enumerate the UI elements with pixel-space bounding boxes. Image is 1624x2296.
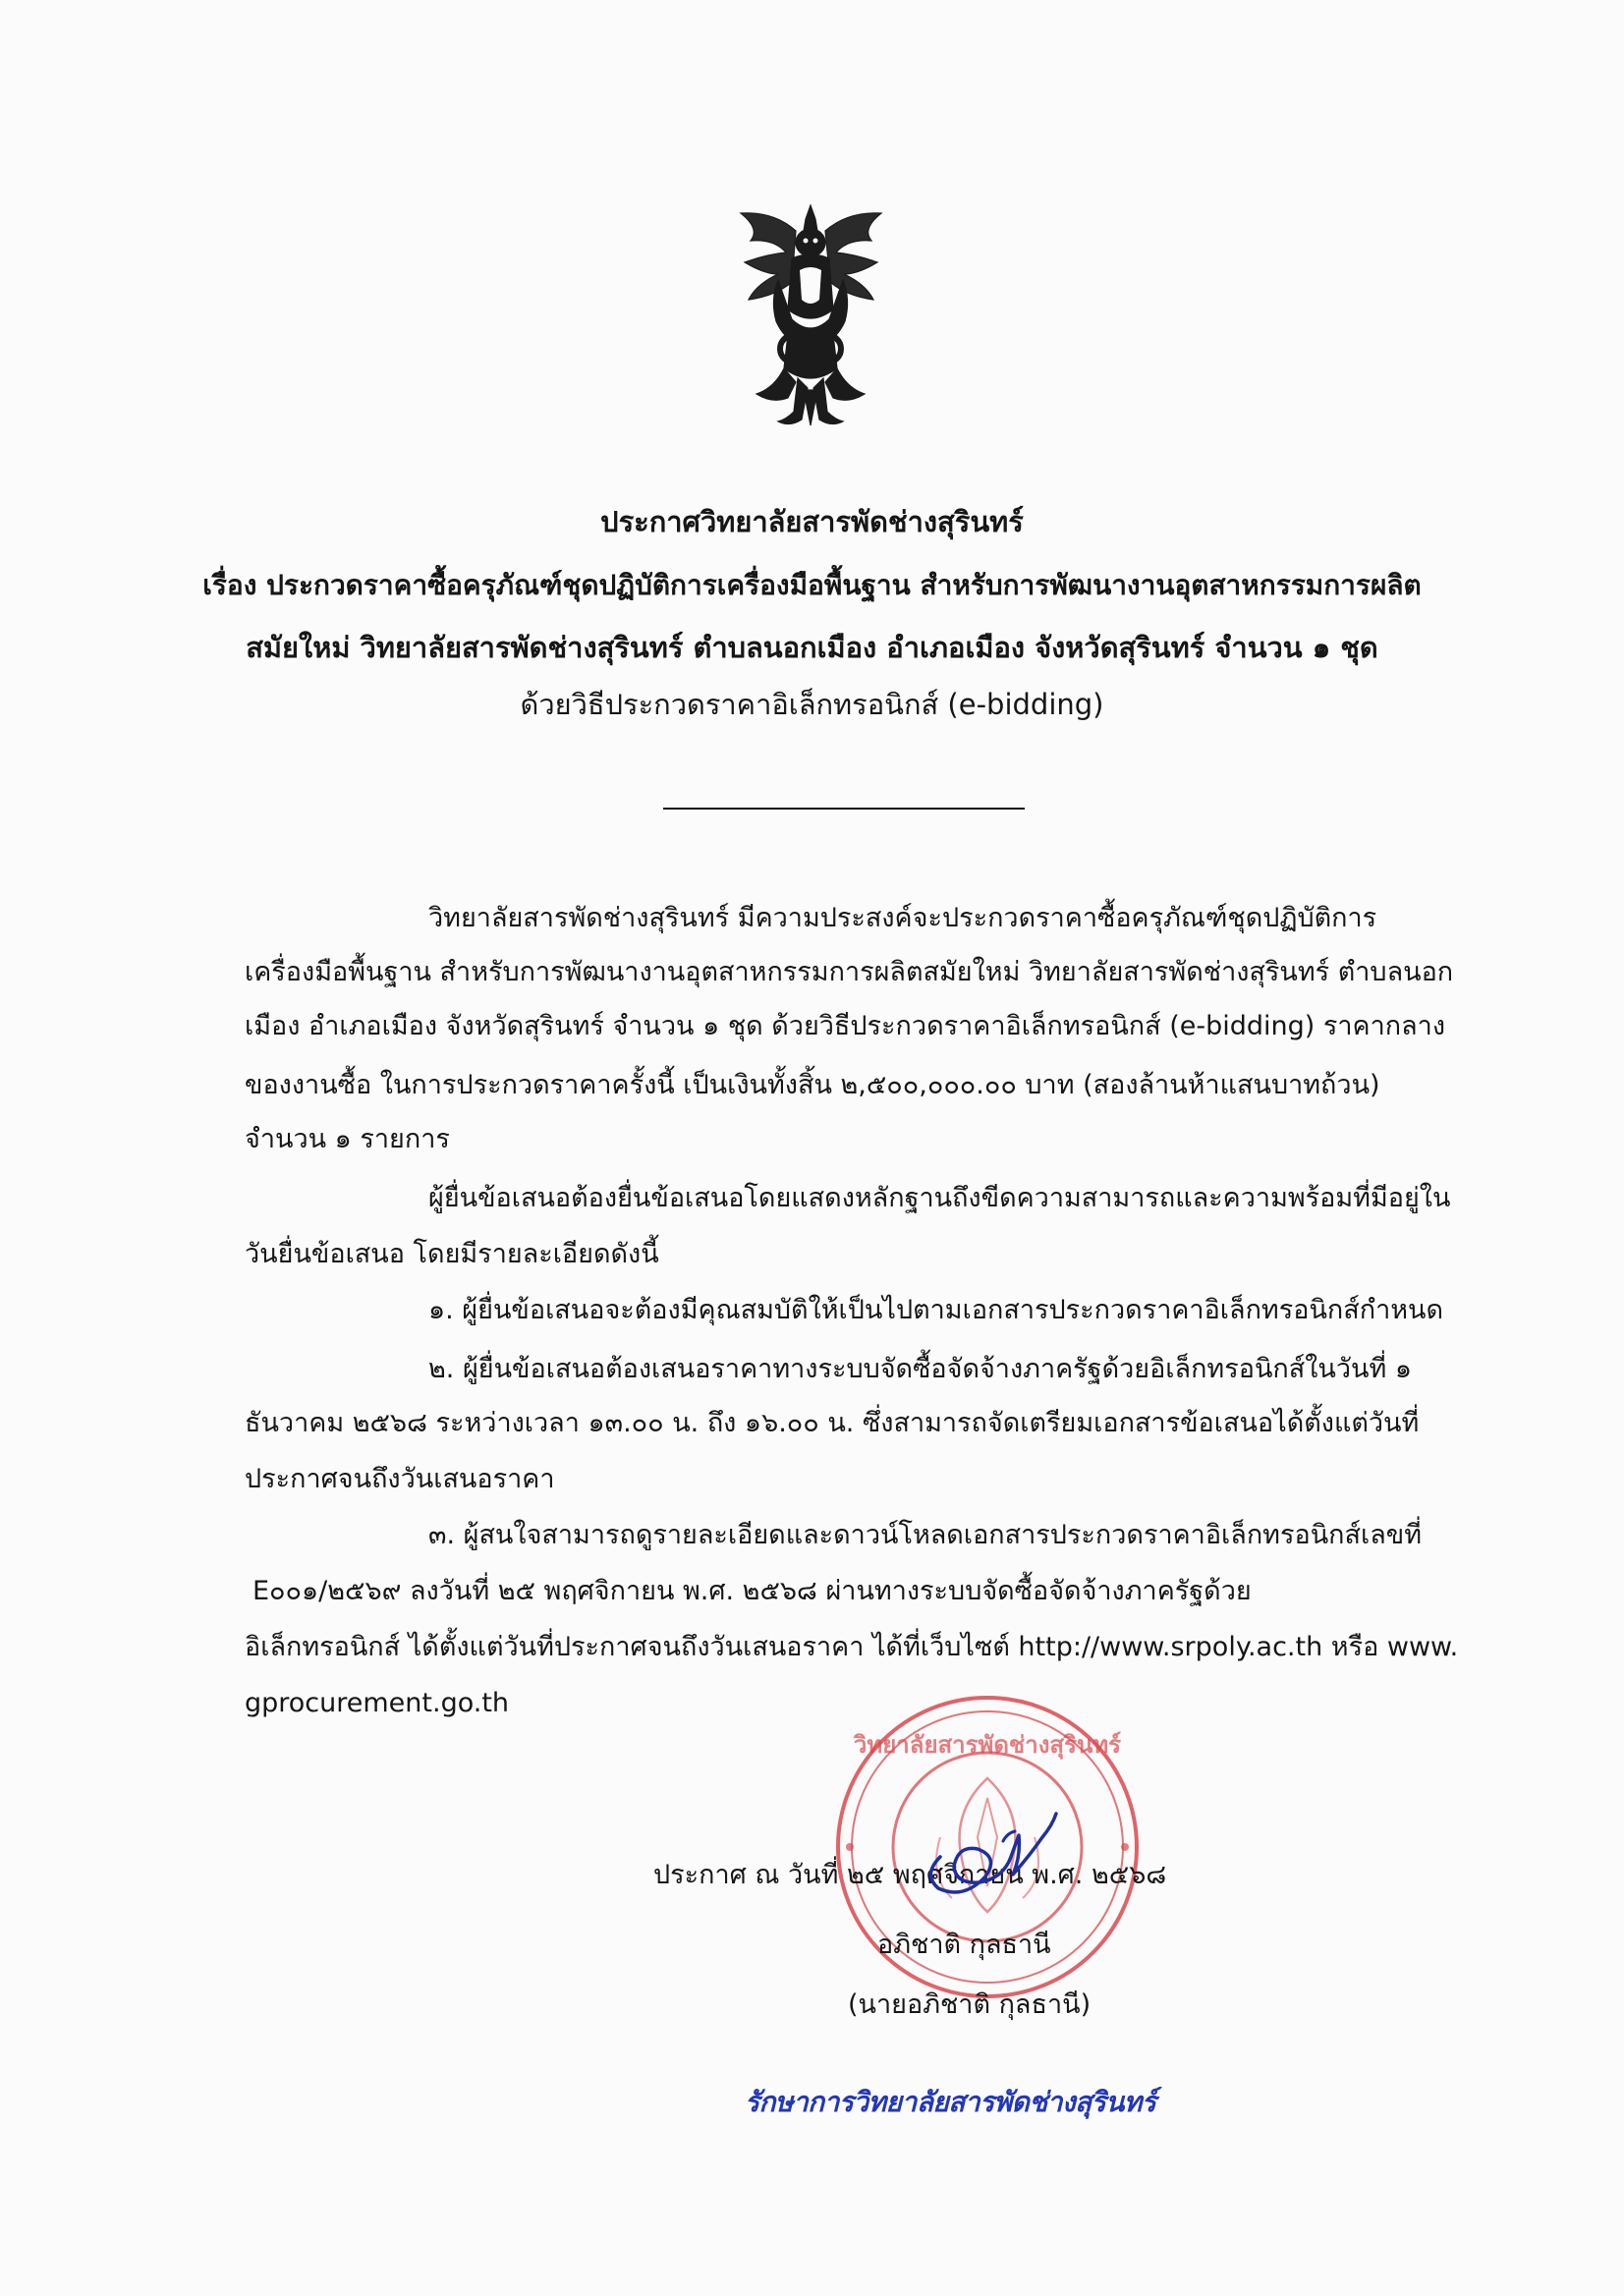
list-item-2-line-2: ธันวาคม ๒๕๖๘ ระหว่างเวลา ๑๓.๐๐ น. ถึง ๑๖.๐๐ น. ซึ่งสามารถจัดเตรียมเอกสารข้อเสนอได้ตั้งแต่วันที่ [245, 1408, 1420, 1438]
seal-text: วิทยาลัยสารพัดช่างสุรินทร์ [853, 1731, 1122, 1759]
list-item-1: ๑. ผู้ยื่นข้อเสนอจะต้องมีคุณสมบัติให้เป็นไปตามเอกสารประกวดราคาอิเล็กทรอนิกส์กำหนด [428, 1295, 1444, 1325]
title-divider [663, 808, 1025, 810]
paragraph-2-line-1: ผู้ยื่นข้อเสนอต้องยื่นข้อเสนอโดยแสดงหลักฐานถึงขีดความสามารถและความพร้อมที่มีอยู่ใน [428, 1183, 1451, 1213]
method-line: ด้วยวิธีประกวดราคาอิเล็กทรอนิกส์ (e-bidding) [520, 688, 1104, 721]
handwritten-signature [909, 1806, 1066, 1899]
signatory-name: อภิชาติ กุลธานี [877, 1930, 1051, 1960]
paragraph-1-line-4: ของงานซื้อ ในการประกวดราคาครั้งนี้ เป็นเงินทั้งสิ้น ๒,๕๐๐,๐๐๐.๐๐ บาท (สองล้านห้าแสนบาทถ้วน) [245, 1070, 1380, 1100]
announcement-title: ประกาศวิทยาลัยสารพัดช่างสุรินทร์ [600, 505, 1024, 538]
list-item-3-line-1: ๓. ผู้สนใจสามารถดูรายละเอียดและดาวน์โหลดเอกสารประกวดราคาอิเล็กทรอนิกส์เลขที่ [428, 1520, 1423, 1550]
list-item-2-line-3: ประกาศจนถึงวันเสนอราคา [245, 1464, 555, 1494]
list-item-3-line-4: gprocurement.go.th [245, 1688, 510, 1718]
list-item-2-line-1: ๒. ผู้ยื่นข้อเสนอต้องเสนอราคาทางระบบจัดซื้อจัดจ้างภาครัฐด้วยอิเล็กทรอนิกส์ในวันที่ ๑ [428, 1354, 1413, 1384]
garuda-emblem [735, 201, 887, 429]
list-item-3-line-3: อิเล็กทรอนิกส์ ได้ตั้งแต่วันที่ประกาศจนถึงวันเสนอราคา ได้ที่เว็บไซต์ http://www.srpoly.ac.th หรือ www. [245, 1632, 1459, 1662]
list-item-3-line-2: E๐๐๑/๒๕๖๙ ลงวันที่ ๒๕ พฤศจิกายน พ.ศ. ๒๕๖๘ ผ่านทางระบบจัดซื้อจัดจ้างภาครัฐด้วย [252, 1576, 1252, 1606]
announcement-date: ประกาศ ณ วันที่ ๒๕ พฤศจิกายน พ.ศ. ๒๕๖๘ [653, 1860, 1167, 1890]
paragraph-2-line-2: วันยื่นข้อเสนอ โดยมีรายละเอียดดังนี้ [245, 1239, 659, 1269]
position-stamp: รักษาการวิทยาลัยสารพัดช่างสุรินทร์ [745, 2086, 1156, 2118]
paragraph-1-line-2: เครื่องมือพื้นฐาน สำหรับการพัฒนางานอุตสาหกรรมการผลิตสมัยใหม่ วิทยาลัยสารพัดช่างสุรินทร์ ตำบลนอก [245, 957, 1454, 987]
subject-line-2: สมัยใหม่ วิทยาลัยสารพัดช่างสุรินทร์ ตำบลนอกเมือง อำเภอเมือง จังหวัดสุรินทร์ จำนวน ๑ ชุด [246, 631, 1378, 664]
paragraph-1-line-3: เมือง อำเภอเมือง จังหวัดสุรินทร์ จำนวน ๑ ชุด ด้วยวิธีประกวดราคาอิเล็กทรอนิกส์ (e-bidding) ราคากลาง [245, 1011, 1446, 1041]
subject-line: เรื่อง ประกวดราคาซื้อครุภัณฑ์ชุดปฏิบัติการเครื่องมือพื้นฐาน สำหรับการพัฒนางานอุตสาหกรรมการผลิต [202, 569, 1422, 601]
paragraph-1-line-1: วิทยาลัยสารพัดช่างสุรินทร์ มีความประสงค์จะประกวดราคาซื้อครุภัณฑ์ชุดปฏิบัติการ [428, 903, 1377, 933]
signatory-name-parenthetical: (นายอภิชาติ กุลธานี) [848, 1989, 1092, 2020]
paragraph-1-line-5: จำนวน ๑ รายการ [245, 1124, 450, 1154]
